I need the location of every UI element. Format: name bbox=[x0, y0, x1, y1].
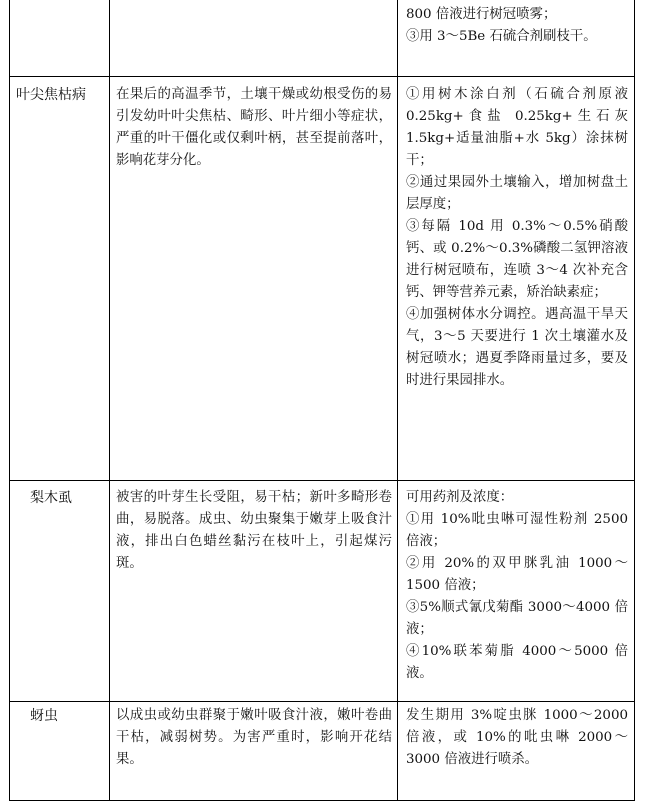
row-divider bbox=[10, 480, 634, 481]
symptom-cell: 以成虫或幼虫群聚于嫩叶吸食汁液，嫩叶卷曲干枯，减弱树势。为害严重时，影响开花结果。 bbox=[116, 708, 392, 767]
disease-name: 叶尖焦枯病 bbox=[16, 87, 86, 103]
control-item: ②用 20%的双甲脒乳油 1000～1500 倍液； bbox=[406, 556, 628, 593]
symptom-cell: 被害的叶芽生长受阻，易干枯；新叶多畸形卷曲，易脱落。成虫、幼虫聚集于嫩芽上吸食汁液，排出白色蜡丝黏污在枝叶上，引起煤污斑。 bbox=[116, 490, 392, 571]
column-divider bbox=[109, 0, 110, 800]
data-table bbox=[9, 0, 635, 801]
control-item: ①用树木涂白剂（石硫合剂原液 0.25kg+食盐 0.25kg+生石灰 1.5kg+适量油脂+水 5kg）涂抹树干； bbox=[406, 87, 628, 168]
row-divider bbox=[10, 701, 634, 702]
control-item: 可用药剂及浓度： bbox=[406, 490, 514, 505]
disease-name: 梨木虱 bbox=[30, 490, 72, 506]
control-cell bbox=[406, 4, 628, 48]
control-item: 发生期用 3%啶虫脒 1000～2000 倍液，或 10%的吡虫啉 2000～3000 倍液进行喷杀。 bbox=[406, 708, 628, 767]
control-cell bbox=[406, 487, 628, 685]
control-item: ②通过果园外土壤输入，增加树盘土层厚度； bbox=[406, 175, 628, 212]
control-item: ③用 3～5Be 石硫合剂刷枝干。 bbox=[406, 29, 597, 44]
column-divider bbox=[397, 0, 398, 800]
control-item: ①用 10%吡虫啉可湿性粉剂 2500 倍液； bbox=[406, 512, 628, 549]
control-cell bbox=[406, 705, 628, 771]
control-item: ③5%顺式氰戊菊酯 3000～4000 倍液； bbox=[406, 600, 628, 637]
control-item: ④10%联苯菊脂 4000～5000 倍液。 bbox=[406, 644, 628, 681]
disease-name: 蚜虫 bbox=[30, 708, 58, 724]
control-item: ③每隔 10d 用 0.3%～0.5%硝酸钙、或 0.2%～0.3%磷酸二氢钾溶液进行树冠喷布，连喷 3～4 次补充含钙、钾等营养元素，矫治缺素症； bbox=[406, 219, 628, 300]
control-cell bbox=[406, 84, 628, 392]
control-item: 800 倍液进行树冠喷雾； bbox=[406, 7, 557, 22]
control-item: ④加强树体水分调控。遇高温干旱天气，3～5 天要进行 1 次土壤灌水及树冠喷水；遇夏季降雨量过多，要及时进行果园排水。 bbox=[406, 307, 628, 388]
symptom-cell: 在果后的高温季节，土壤干燥或幼根受伤的易引发幼叶叶尖焦枯、畸形、叶片细小等症状，严重的叶干僵化或仅剩叶柄，甚至提前落叶，影响花芽分化。 bbox=[116, 87, 392, 168]
row-divider bbox=[10, 76, 634, 77]
